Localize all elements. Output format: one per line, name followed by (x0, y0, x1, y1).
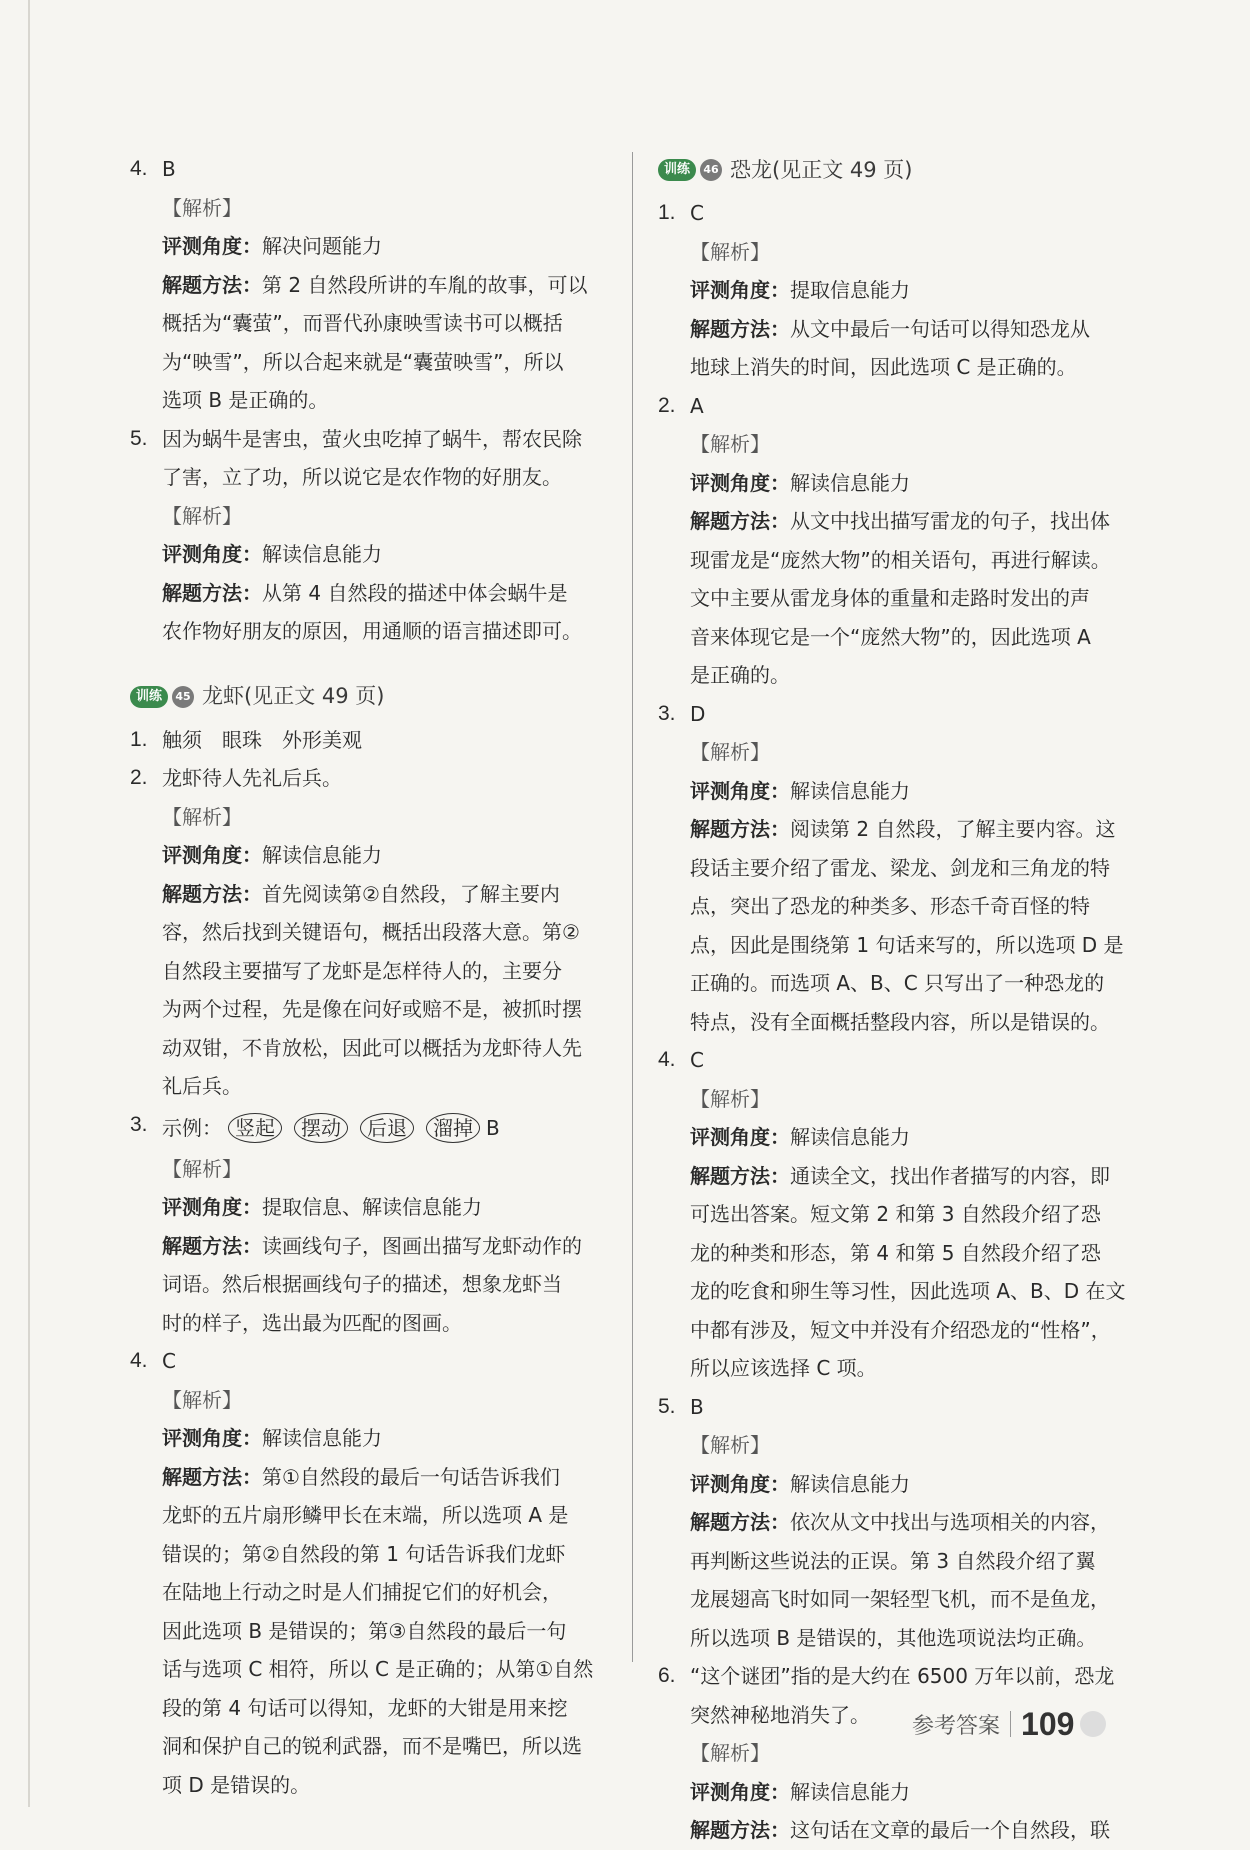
answer-3-dinosaur (658, 695, 1128, 1042)
analysis-tag: 【解析】 (690, 1086, 770, 1111)
question-number: 3. (658, 701, 676, 725)
method-label: 解题方法： (690, 509, 790, 533)
answer-text: C (690, 1048, 704, 1072)
method-line: 词语。然后根据画线句子的描述，想象龙虾当 (162, 1272, 562, 1296)
method-line: 文中主要从雷龙身体的重量和走路时发出的声 (690, 586, 1090, 610)
angle-label: 评测角度： (162, 234, 262, 258)
method-line: 龙展翅高飞时如同一架轻型飞机，而不是鱼龙， (690, 1587, 1110, 1611)
section-heading-45 (130, 677, 620, 717)
answer-line: 了害，立了功，所以说它是农作物的好朋友。 (162, 465, 562, 489)
column-divider (632, 152, 633, 1662)
method-line: 通读全文，找出作者描写的内容，即 (790, 1163, 1110, 1188)
angle-text: 提取信息、解读信息能力 (262, 1195, 482, 1219)
method-line: 阅读第 2 自然段，了解主要内容。这 (790, 817, 1116, 841)
analysis-tag: 【解析】 (690, 239, 770, 264)
analysis-tag: 【解析】 (690, 1433, 770, 1457)
section-heading-46 (658, 150, 1128, 190)
method-line: 从第 4 自然段的描述中体会蜗牛是 (262, 580, 568, 605)
question-number: 3. (130, 1112, 148, 1136)
angle-label: 评测角度： (690, 778, 790, 803)
method-line: 在陆地上行动之时是人们捕捉它们的好机会， (162, 1580, 562, 1604)
method-label: 解题方法： (690, 1818, 790, 1842)
answer-4-firefly (130, 150, 620, 420)
angle-label: 评测角度： (690, 1125, 790, 1149)
method-line: 动双钳，不肯放松，因此可以概括为龙虾待人先 (162, 1035, 582, 1060)
method-line: 这句话在文章的最后一个自然段，联 (790, 1818, 1110, 1842)
decorative-dot-icon (1080, 1711, 1106, 1737)
answer-text: B (486, 1115, 500, 1140)
circled-word: 溜掉 (426, 1113, 480, 1143)
answer-5-dinosaur (658, 1388, 1128, 1658)
answer-3-lobster (130, 1106, 620, 1343)
angle-label: 评测角度： (162, 1195, 262, 1219)
method-line: 所以应该选择 C 项。 (690, 1356, 877, 1380)
answer-text: B (162, 157, 176, 181)
method-line: 依次从文中找出与选项相关的内容， (790, 1510, 1110, 1534)
training-badge: 训练 (658, 159, 696, 181)
method-line: 项 D 是错误的。 (162, 1772, 311, 1797)
method-label: 解题方法： (690, 1510, 790, 1534)
page-footer (912, 1702, 1106, 1746)
angle-text: 解读信息能力 (790, 470, 910, 495)
answer-text: A (690, 393, 704, 418)
method-line: 第 2 自然段所讲的车胤的故事，可以 (262, 272, 588, 297)
method-label: 解题方法： (162, 1233, 262, 1258)
method-line: 从文中最后一句话可以得知恐龙从 (790, 316, 1090, 341)
question-number: 4. (130, 157, 148, 180)
page-number: 109 (1021, 1705, 1075, 1742)
section-number: 46 (700, 159, 722, 181)
right-column (658, 150, 1128, 1850)
answer-6-dinosaur (658, 1657, 1128, 1850)
method-line: 龙的种类和形态，第 4 和第 5 自然段介绍了恐 (690, 1240, 1101, 1265)
method-line: 容，然后找到关键语句，概括出段落大意。第② (162, 920, 580, 944)
page-edge (28, 0, 30, 1807)
angle-text: 解读信息能力 (262, 1426, 382, 1450)
answer-5-firefly (130, 420, 620, 651)
method-label: 解题方法： (690, 316, 790, 341)
answer-2-dinosaur (658, 387, 1128, 695)
circled-word: 后退 (360, 1113, 414, 1143)
method-line: 可选出答案。短文第 2 和第 3 自然段介绍了恐 (690, 1202, 1101, 1226)
analysis-tag: 【解析】 (162, 195, 242, 220)
analysis-tag: 【解析】 (690, 1741, 770, 1765)
method-line: 龙的吃食和卵生等习性，因此选项 A、B、D 在文 (690, 1279, 1126, 1303)
method-line: 所以选项 B 是错误的，其他选项说法均正确。 (690, 1625, 1097, 1650)
method-line: 时的样子，选出最为匹配的图画。 (162, 1310, 462, 1335)
method-line: 农作物好朋友的原因，用通顺的语言描述即可。 (162, 619, 582, 643)
angle-text: 解读信息能力 (790, 778, 910, 803)
method-line: 自然段主要描写了龙虾是怎样待人的，主要分 (162, 958, 562, 983)
angle-label: 评测角度： (162, 843, 262, 867)
question-number: 2. (130, 766, 148, 789)
answer-text: 龙虾待人先礼后兵。 (162, 766, 342, 790)
question-number: 4. (658, 1048, 676, 1071)
method-label: 解题方法： (162, 881, 262, 906)
method-line: 为两个过程，先是像在问好或赔不是，被抓时摆 (162, 997, 582, 1021)
method-line: 地球上消失的时间，因此选项 C 是正确的。 (690, 355, 1077, 379)
method-line: 点，突出了恐龙的种类多、形态千奇百怪的特 (690, 894, 1090, 918)
footer-separator (1010, 1711, 1011, 1737)
answer-1-dinosaur (658, 194, 1128, 387)
angle-label: 评测角度： (690, 278, 790, 302)
analysis-tag: 【解析】 (690, 740, 770, 764)
method-label: 解题方法： (162, 580, 262, 605)
method-line: 特点，没有全面概括整段内容，所以是错误的。 (690, 1009, 1110, 1034)
section-title: 龙虾(见正文 49 页) (202, 684, 385, 709)
method-line: 洞和保护自己的锐利武器，而不是嘴巴，所以选 (162, 1734, 582, 1758)
answer-line: 因为蜗牛是害虫，萤火虫吃掉了蜗牛，帮农民除 (162, 426, 582, 451)
angle-text: 提取信息能力 (790, 278, 910, 302)
analysis-tag: 【解析】 (162, 503, 242, 528)
answer-1-lobster (130, 721, 620, 760)
method-line: 礼后兵。 (162, 1074, 242, 1098)
method-line: 从文中找出描写雷龙的句子，找出体 (790, 509, 1110, 533)
section-title: 恐龙(见正文 49 页) (730, 157, 913, 182)
angle-text: 解决问题能力 (262, 234, 382, 258)
method-label: 解题方法： (162, 272, 262, 297)
angle-text: 解读信息能力 (790, 1125, 910, 1149)
analysis-tag: 【解析】 (162, 1156, 242, 1181)
angle-text: 解读信息能力 (790, 1471, 910, 1496)
answer-4-dinosaur (658, 1041, 1128, 1388)
angle-label: 评测角度： (690, 1779, 790, 1804)
method-label: 解题方法： (690, 1163, 790, 1188)
question-number: 5. (658, 1394, 676, 1418)
angle-label: 评测角度： (162, 1426, 262, 1450)
answer-line: “这个谜团”指的是大约在 6500 万年以前，恐龙 (690, 1664, 1115, 1688)
method-label: 解题方法： (690, 817, 790, 841)
method-line: 首先阅读第②自然段，了解主要内 (262, 881, 560, 906)
question-number: 1. (658, 201, 676, 224)
method-line: 现雷龙是“庞然大物”的相关语句，再进行解读。 (690, 547, 1111, 572)
method-line: 段话主要介绍了雷龙、梁龙、剑龙和三角龙的特 (690, 855, 1110, 880)
method-line: 因此选项 B 是错误的；第③自然段的最后一句 (162, 1618, 567, 1643)
example-prefix: 示例： (162, 1115, 222, 1140)
method-line: 段的第 4 句话可以得知，龙虾的大钳是用来挖 (162, 1695, 568, 1720)
question-number: 6. (658, 1664, 676, 1687)
question-number: 5. (130, 426, 148, 450)
analysis-tag: 【解析】 (162, 1387, 242, 1412)
left-column (130, 150, 620, 1804)
method-line: 读画线句子，图画出描写龙虾动作的 (262, 1233, 582, 1258)
method-line: 点，因此是围绕第 1 句话来写的，所以选项 D 是 (690, 932, 1124, 957)
footer-label: 参考答案 (912, 1713, 1001, 1739)
method-line: 错误的；第②自然段的第 1 句话告诉我们龙虾 (162, 1541, 566, 1566)
question-number: 4. (130, 1349, 148, 1372)
method-line: 为“映雪”，所以合起来就是“囊萤映雪”，所以 (162, 349, 564, 374)
method-line: 话与选项 C 相符，所以 C 是正确的；从第①自然 (162, 1657, 594, 1681)
angle-label: 评测角度： (690, 1471, 790, 1496)
method-line: 选项 B 是正确的。 (162, 388, 329, 412)
answer-text: 触须 眼珠 外形美观 (162, 727, 362, 752)
analysis-tag: 【解析】 (690, 432, 770, 456)
answer-line: 突然神秘地消失了。 (690, 1702, 870, 1727)
angle-text: 解读信息能力 (790, 1779, 910, 1804)
answer-text: C (162, 1349, 176, 1373)
angle-label: 评测角度： (162, 542, 262, 566)
circled-word: 摆动 (294, 1113, 348, 1143)
method-line: 正确的。而选项 A、B、C 只写出了一种恐龙的 (690, 971, 1105, 995)
question-number: 1. (130, 727, 148, 751)
method-line: 龙虾的五片扇形鳞甲长在末端，所以选项 A 是 (162, 1503, 569, 1527)
method-line: 中都有涉及，短文中并没有介绍恐龙的“性格”， (690, 1317, 1111, 1342)
training-badge: 训练 (130, 686, 168, 708)
section-number: 45 (172, 686, 194, 708)
angle-text: 解读信息能力 (262, 843, 382, 867)
analysis-tag: 【解析】 (162, 804, 242, 829)
method-label: 解题方法： (162, 1464, 262, 1489)
answer-2-lobster (130, 759, 620, 1106)
method-line: 音来体现它是一个“庞然大物”的，因此选项 A (690, 624, 1091, 649)
method-line: 第①自然段的最后一句话告诉我们 (262, 1464, 560, 1489)
answer-text: B (690, 1394, 704, 1419)
angle-text: 解读信息能力 (262, 542, 382, 566)
question-number: 2. (658, 393, 676, 417)
circled-word: 竖起 (228, 1113, 282, 1143)
method-line: 再判断这些说法的正误。第 3 自然段介绍了翼 (690, 1548, 1096, 1573)
method-line: 是正确的。 (690, 663, 790, 687)
answer-text: D (690, 701, 706, 726)
angle-label: 评测角度： (690, 470, 790, 495)
method-line: 概括为“囊萤”，而晋代孙康映雪读书可以概括 (162, 311, 563, 335)
answer-4-lobster (130, 1342, 620, 1804)
answer-text: C (690, 201, 704, 225)
